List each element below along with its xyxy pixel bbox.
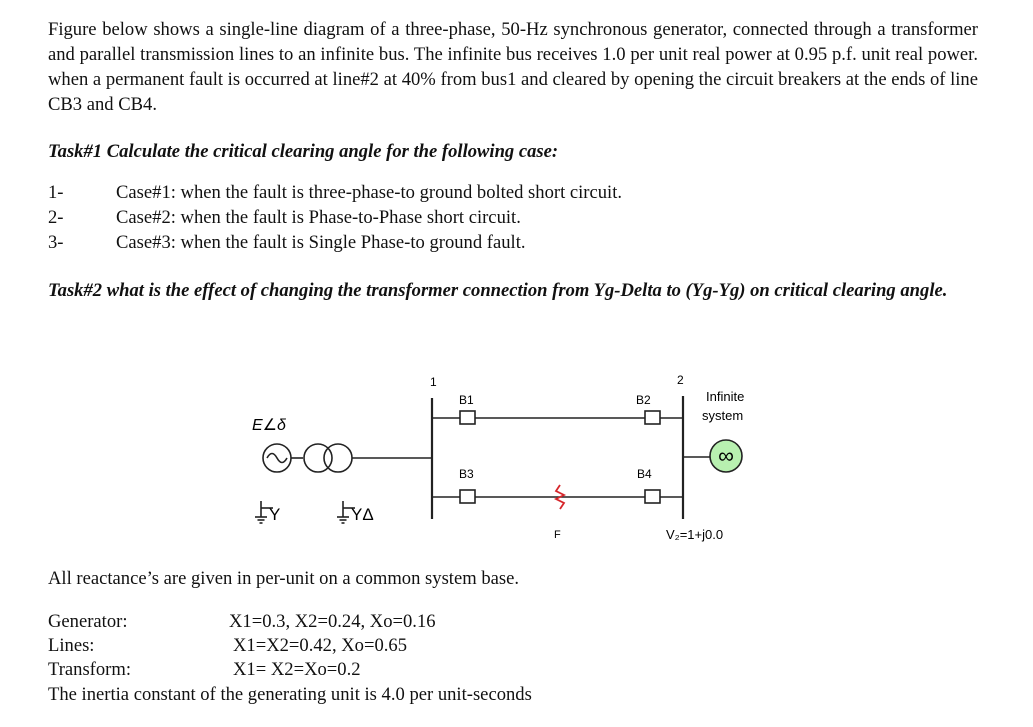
breaker-b1 (460, 411, 475, 424)
reactance-statement: All reactance’s are given in per-unit on a common system base. (48, 568, 520, 589)
fault-label: F (554, 529, 561, 541)
gen-connection-label: Y (269, 505, 281, 524)
data-value: X1=0.3, X2=0.24, Xo=0.16 (229, 611, 436, 632)
b1-label: B1 (459, 393, 474, 407)
case-text: Case#2: when the fault is Phase-to-Phase short circuit. (116, 207, 521, 228)
infinity-icon: ∞ (718, 443, 734, 468)
sine-wave-icon (267, 454, 287, 463)
task1-heading: Task#1 Calculate the critical clearing angle for the following case: (48, 141, 559, 162)
data-label: Lines: (48, 635, 95, 656)
task2-heading: Task#2 what is the effect of changing the transformer connection from Yg-Delta to (Yg-Yg) on critical clearing angle. (48, 280, 948, 301)
case-text: Case#1: when the fault is three-phase-to ground bolted short circuit. (116, 182, 623, 203)
data-value: X1=X2=0.42, Xo=0.65 (233, 635, 408, 656)
case-number: 2- (48, 207, 64, 228)
single-line-diagram (240, 366, 780, 556)
case-number: 1- (48, 182, 64, 203)
infinite-label-line2: system (702, 408, 744, 423)
breaker-b2 (645, 411, 660, 424)
intro-paragraph: Figure below shows a single-line diagram of a three-phase, 50-Hz synchronous generator, connected through a transformer and parallel transmission lines to an infinite bus. The infinite bus receives 1.0 per unit real power at 0.95 p.f. unit real power. when a permanent fault is occurred at line#2 at 40% from bus1 and cleared by opening the circuit breakers at the ends of line CB3 and CB4. (48, 19, 978, 115)
data-value: X1= X2=Xo=0.2 (233, 659, 361, 680)
xfmr-connection-label: YΔ (351, 505, 374, 524)
b2-label: B2 (636, 393, 651, 407)
breaker-b3 (460, 490, 475, 503)
transformer-winding-2 (324, 444, 352, 472)
case-number: 3- (48, 232, 64, 253)
data-label: Generator: (48, 611, 128, 632)
b3-label: B3 (459, 467, 474, 481)
data-label: Transform: (48, 659, 131, 680)
bus1-label: 1 (430, 375, 437, 389)
bus2-label: 2 (677, 373, 684, 387)
bus2-voltage-label: V₂=1+j0.0 (666, 527, 724, 542)
infinite-label-line1: Infinite (706, 389, 745, 404)
b4-label: B4 (637, 467, 652, 481)
gen-emf-label: E∠δ (252, 417, 286, 434)
inertia-statement: The inertia constant of the generating unit is 4.0 per unit-seconds (48, 684, 532, 705)
case-text: Case#3: when the fault is Single Phase-to ground fault. (116, 232, 526, 253)
breaker-b4 (645, 490, 660, 503)
